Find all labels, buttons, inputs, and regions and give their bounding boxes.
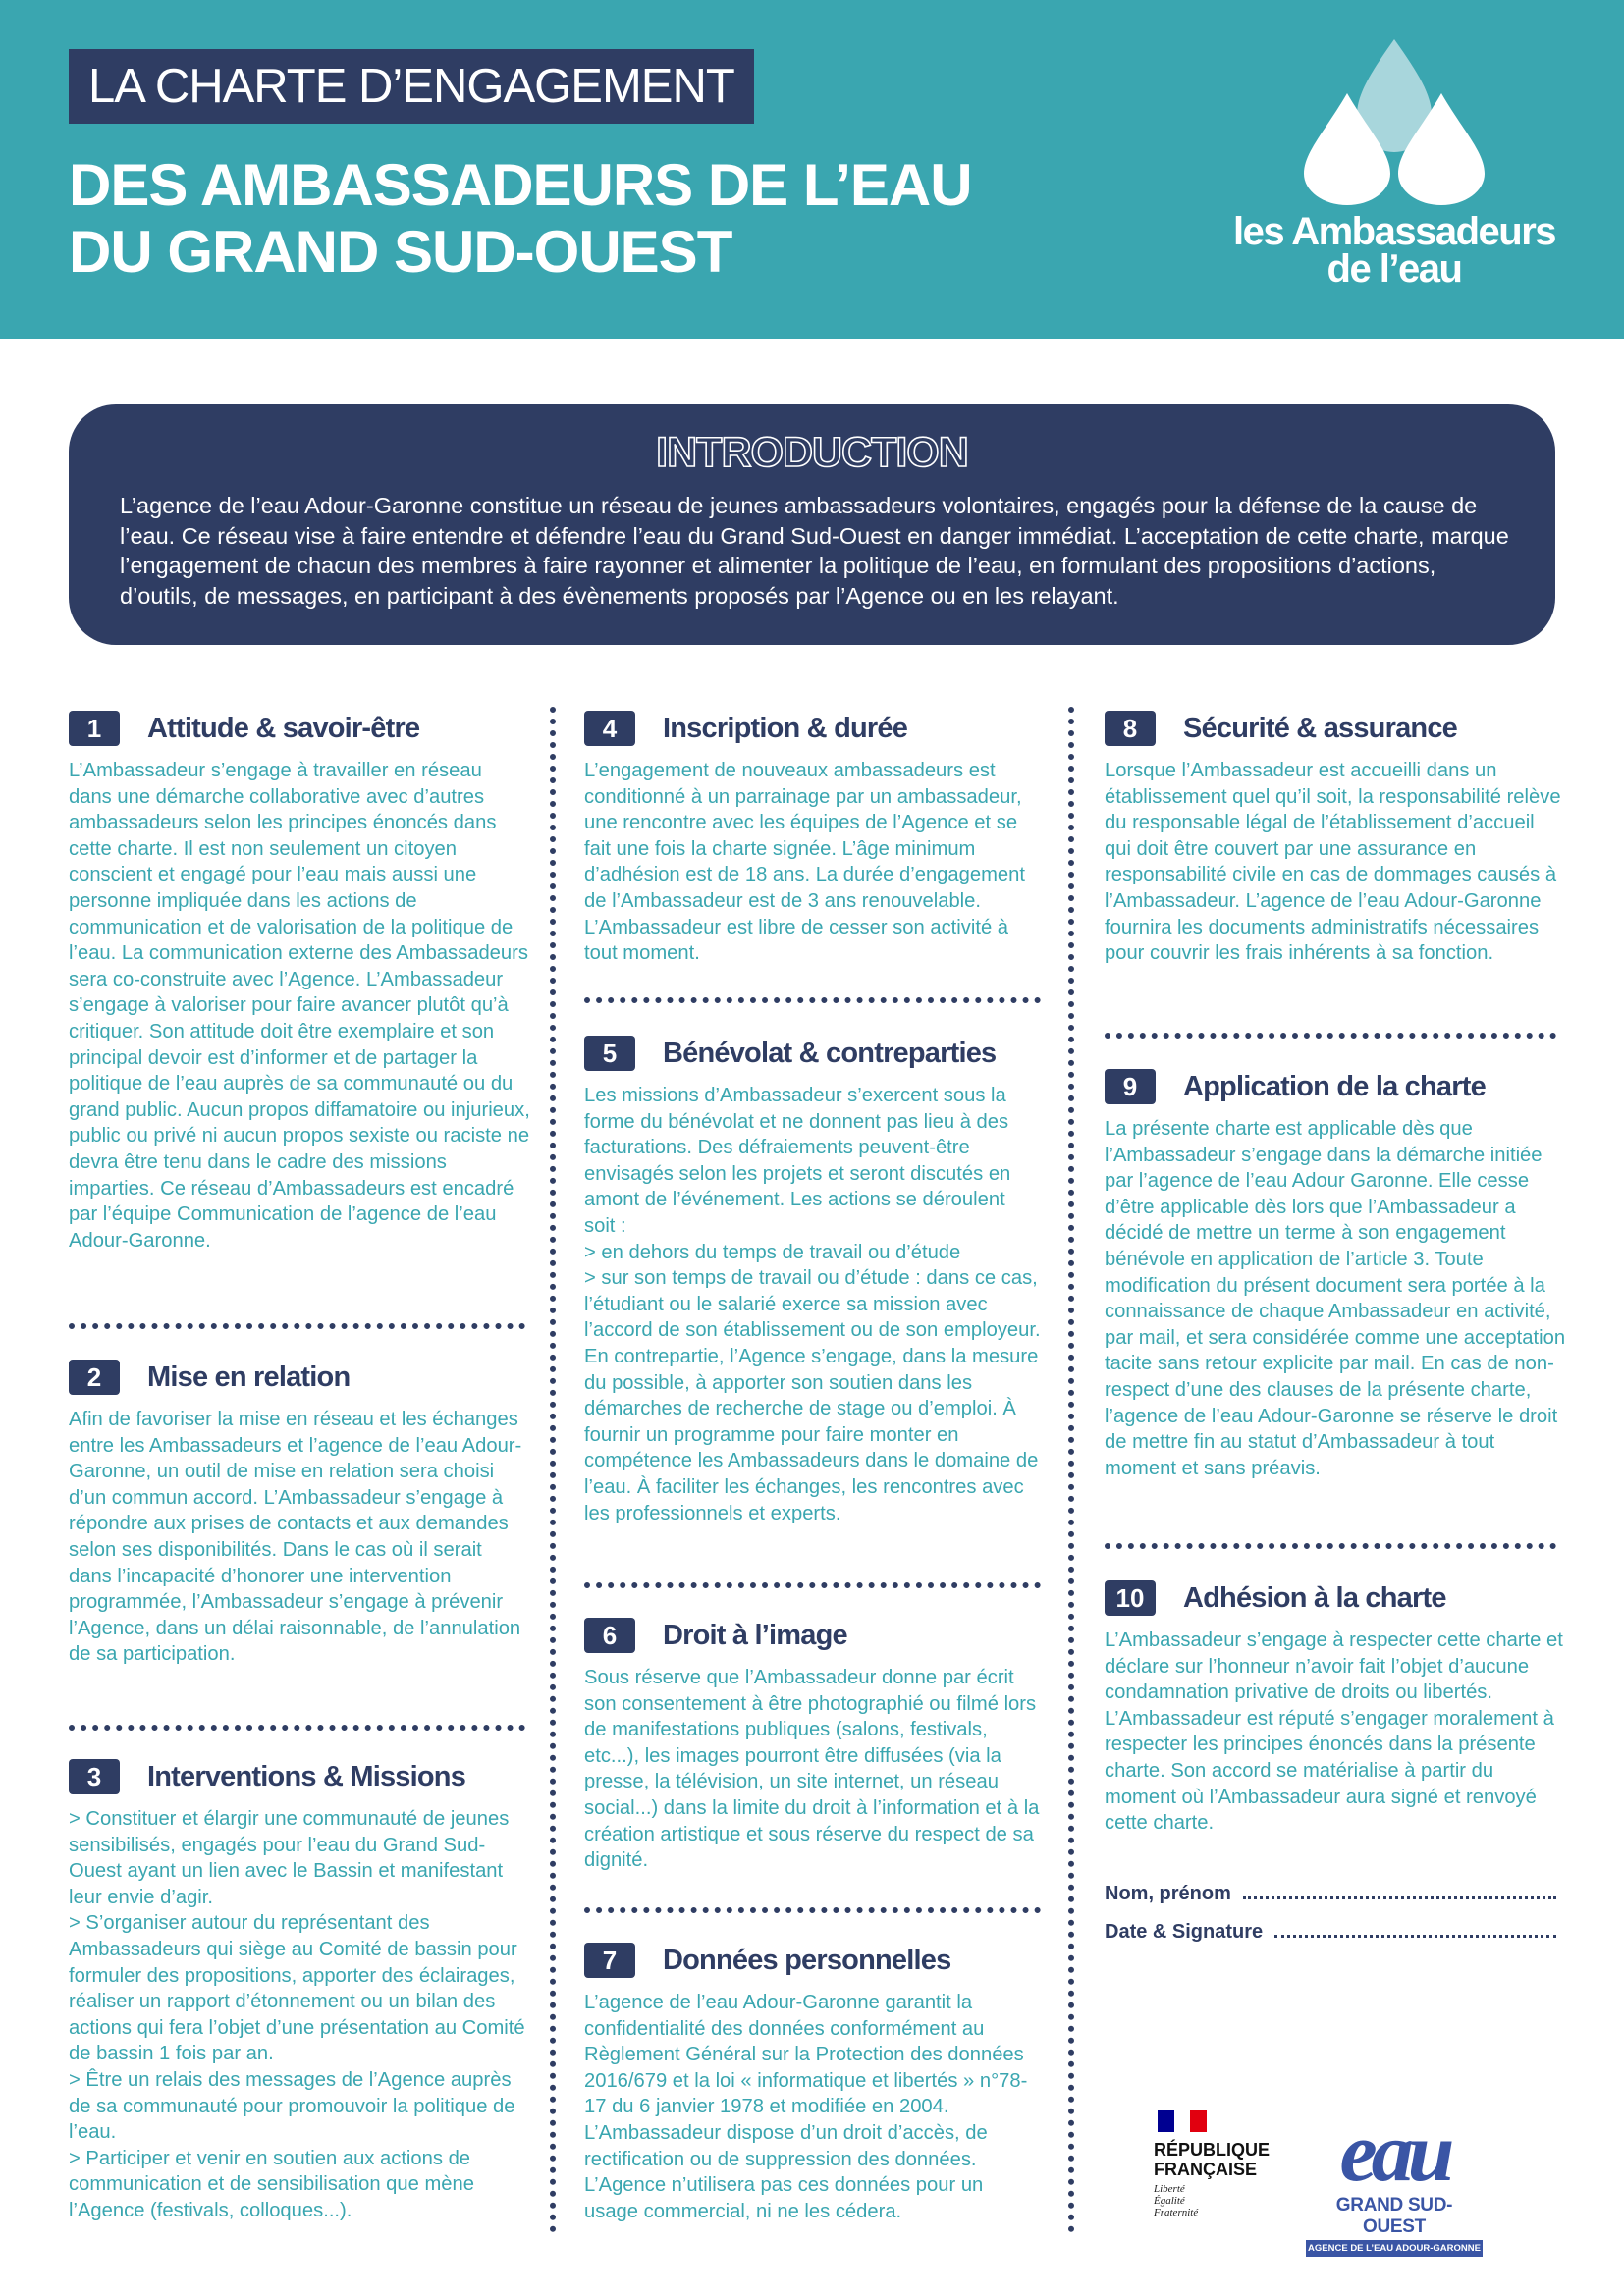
divider: [1105, 1033, 1556, 1039]
logo-line-1: les Ambassadeurs: [1232, 210, 1556, 253]
section-number: 1: [69, 711, 120, 746]
section-3: [69, 1757, 530, 2224]
section-10: [1105, 1578, 1566, 1837]
section-title: Droit à l’image: [663, 1619, 847, 1651]
section-2: [69, 1358, 530, 1668]
logo-line-2: de l’eau: [1326, 247, 1462, 291]
section-body: Afin de favoriser la mise en réseau et les échanges entre les Ambassadeurs et l’agence de l’eau Adour-Garonne, un outil de mise en relation sera choisi d’un commun accord. L’Ambassadeur s’engage à répondre aux prises de contacts et aux demandes selon ses disponibilités. Dans le cas où il serait dans l’incapacité d’honorer une intervention programmée, l’Ambassadeur s’engage à prévenir l’Agence, dans un délai raisonnable, de l’annulation de sa participation.: [69, 1409, 522, 1666]
signature-line[interactable]: [1274, 1935, 1556, 1938]
charter-label: LA CHARTE D’ENGAGEMENT: [69, 49, 754, 124]
section-number: 3: [69, 1759, 120, 1794]
section-title: Adhésion à la charte: [1183, 1581, 1446, 1614]
introduction-title: INTRODUCTION: [656, 429, 968, 476]
french-flag-icon: [1158, 2110, 1207, 2132]
section-8: [1105, 709, 1566, 967]
section-title: Interventions & Missions: [147, 1760, 466, 1792]
agence-eau-logo: [1306, 2105, 1483, 2257]
rf-name-line-2: FRANÇAISE: [1154, 2160, 1258, 2179]
section-6: [584, 1616, 1041, 1874]
name-field[interactable]: [1105, 1883, 1556, 1905]
section-title: Bénévolat & contreparties: [663, 1037, 997, 1069]
section-body: Les missions d’Ambassadeur s’exercent sous la forme du bénévolat et ne donnent pas lieu à des facturations. Des défraiements peuvent-être envisagés selon les projets et seront discutés en amont de l’événement. Les actions se déroulent soit : > en dehors du temps de travail ou d’étude > sur son temps de travail ou d’étude : dans ce cas, l’étudiant ou le salarié exerce sa mission avec l’accord de son établissement ou de son employeur. En contrepartie, l’Agence s’engage, dans la mesure du possible, à apporter son soutien dans les démarches de recherche de stage ou d’emploi. À fournir un programme pour faire monter en compétence les Ambassadeurs dans le domaine de l’eau. À faciliter les échanges, les rencontres avec les professionnels et experts.: [584, 1085, 1041, 1524]
divider: [584, 1907, 1041, 1913]
motto-line-1: Liberté: [1154, 2183, 1185, 2195]
column-divider: [550, 707, 556, 2233]
section-number: 7: [584, 1943, 635, 1978]
page-title-line-1: DES AMBASSADEURS DE L’EAU: [69, 152, 972, 218]
section-5: [584, 1034, 1041, 1526]
section-7: [584, 1941, 1041, 2224]
section-number: 9: [1105, 1069, 1156, 1104]
page-title-line-2: DU GRAND SUD-OUEST: [69, 219, 732, 285]
section-title: Données personnelles: [663, 1944, 951, 1976]
divider: [1105, 1543, 1556, 1549]
section-body: > Constituer et élargir une communauté de jeunes sensibilisés, engagés pour l’eau du Grand Sud-Ouest ayant un lien avec le Bassin et manifestant leur envie d’agir. > S’organiser autour du représentant des Ambassadeurs qui siège au Comité de bassin pour formuler des propositions, apporter des éclairages, réaliser un rapport d’étonnement ou un bilan des actions qui fera l’objet d’une présentation au Comité de bassin 1 fois par an. > Être un relais des messages de l’Agence auprès de sa communauté pour promouvoir la politique de l’eau. > Participer et venir en soutien aux actions de communication et de sensibilisation que mène l’Agence (festivals, colloques...).: [69, 1808, 525, 2221]
section-number: 8: [1105, 711, 1156, 746]
introduction-panel: [69, 404, 1555, 645]
section-body: Lorsque l’Ambassadeur est accueilli dans un établissement quel qu’il soit, la responsabilité relève du responsable légal de l’établissement d’accueil qui doit être couvert par une assurance en responsabilité civile en cas de dommages causés à l’Ambassadeur. L’agence de l’eau Adour-Garonne fournira les documents administratifs nécessaires pour couvrir les frais inhérents à sa fonction.: [1105, 760, 1561, 965]
section-title: Inscription & durée: [663, 712, 908, 744]
divider: [69, 1725, 525, 1731]
section-body: Sous réserve que l’Ambassadeur donne par écrit son consentement à être photographié ou filmé lors de manifestations publiques (salons, festivals, etc...), les images pourront être diffusées (via la presse, la télévision, un site internet, un réseau social...) dans la limite du droit à l’information et à la création artistique et sous réserve du respect de sa dignité.: [584, 1667, 1040, 1872]
motto-line-3: Fraternité: [1154, 2207, 1199, 2218]
divider: [584, 1582, 1041, 1588]
signature-label: Date & Signature: [1105, 1921, 1264, 1943]
rf-name-line-1: RÉPUBLIQUE: [1154, 2140, 1271, 2160]
column-divider: [1068, 707, 1074, 2233]
motto-line-2: Égalité: [1154, 2195, 1185, 2207]
name-line[interactable]: [1243, 1896, 1556, 1899]
header-banner: [0, 0, 1624, 339]
section-title: Sécurité & assurance: [1183, 712, 1457, 744]
section-number: 2: [69, 1360, 120, 1395]
signature-field[interactable]: [1105, 1921, 1556, 1944]
section-body: L’agence de l’eau Adour-Garonne garantit la confidentialité des données conformément au Règlement Général sur la Protection des données 2016/679 et la loi « informatique et libertés » n°78-17 du 6 janvier 1978 et modifiée en 2004. L’Ambassadeur dispose d’un droit d’accès, de rectification ou de suppression des données. L’Agence n’utilisera pas ces données pour un usage commercial, ni ne les cédera.: [584, 1992, 1028, 2222]
section-1: [69, 709, 530, 1254]
ambassadeurs-logo: [1218, 34, 1571, 290]
section-body: L’engagement de nouveaux ambassadeurs est conditionné à un parrainage par un ambassadeur, une rencontre avec les équipes de l’Agence et se fait une fois la charte signée. L’âge minimum d’adhésion est de 18 ans. La durée d’engagement de l’Ambassadeur est de 3 ans renouvelable. L’Ambassadeur est libre de cesser son activité à tout moment.: [584, 760, 1025, 965]
section-number: 10: [1105, 1580, 1156, 1616]
rf-motto: [1154, 2183, 1281, 2218]
name-label: Nom, prénom: [1105, 1883, 1231, 1904]
section-body: L’Ambassadeur s’engage à respecter cette charte et déclare sur l’honneur n’avoir fait l’objet d’aucune condamnation privative de droits ou libertés. L’Ambassadeur est réputé s’engager moralement à respecter les principes énoncés dans la présente charte. Son accord se matérialise à partir du moment où l’Ambassadeur aura signé et renvoyé cette charte.: [1105, 1629, 1563, 1835]
section-4: [584, 709, 1041, 967]
eau-wordmark: eau: [1339, 2105, 1449, 2199]
water-drops-icon: [1296, 34, 1492, 206]
divider: [69, 1323, 525, 1329]
page-title: [69, 152, 1001, 286]
divider: [584, 997, 1041, 1003]
republique-francaise-logo: [1154, 2110, 1281, 2218]
section-number: 5: [584, 1036, 635, 1071]
introduction-text: L’agence de l’eau Adour-Garonne constitue un réseau de jeunes ambassadeurs volontaires, engagés pour la défense de la cause de l’eau. Ce réseau vise à faire entendre et défendre l’eau du Grand Sud-Ouest en danger immédiat. L’acceptation de cette charte, marque l’engagement de chacun des membres à faire rayonner et alimenter la politique de l’eau, en formulant des propositions d’actions, d’outils, de messages, en participant à des évènements proposés par l’Agence ou en les relayant.: [120, 493, 1509, 609]
section-number: 4: [584, 711, 635, 746]
eau-tagline: AGENCE DE L’EAU ADOUR-GARONNE: [1306, 2240, 1483, 2257]
section-9: [1105, 1067, 1566, 1481]
eau-subtitle: GRAND SUD-OUEST: [1335, 2195, 1453, 2237]
section-title: Attitude & savoir-être: [147, 712, 420, 744]
section-number: 6: [584, 1618, 635, 1653]
section-body: L’Ambassadeur s’engage à travailler en réseau dans une démarche collaborative avec d’autres ambassadeurs selon les principes énoncés dans cette charte. Il est non seulement un citoyen conscient et engagé pour l’eau mais aussi une personne impliquée dans les actions de communication et de valorisation de la politique de l’eau. La communication externe des Ambassadeurs sera co-construite avec l’Agence. L’Ambassadeur s’engage à valoriser pour faire avancer plutôt qu’à critiquer. Son attitude doit être exemplaire et son principal devoir est d’informer et de partager la politique de l’eau auprès de sa communauté ou du grand public. Aucun propos diffamatoire ou injurieux, public ou privé ni aucun propos sexiste ou raciste ne devra être tenu dans le cadre des missions imparties. Ce réseau d’Ambassadeurs est encadré par l’équipe Communication de l’agence de l’eau Adour-Garonne.: [69, 760, 530, 1252]
logo-text: [1218, 210, 1571, 291]
rf-name: [1154, 2140, 1281, 2179]
section-body: La présente charte est applicable dès que l’Ambassadeur s’engage dans la démarche initiée par l’agence de l’eau Adour Garonne. Elle cesse d’être applicable dès lors que l’Ambassadeur a décidé de mettre un terme à son engagement bénévole en application de l’article 3. Toute modification du présent document sera portée à la connaissance de chaque Ambassadeur en activité, par mail, et sera considérée comme une acceptation tacite sans retour explicite par mail. En cas de non-respect d’une des clauses de la présente charte, l’agence de l’eau Adour-Garonne se réserve le droit de mettre fin au statut d’Ambassadeur à tout moment et sans préavis.: [1105, 1118, 1566, 1479]
section-title: Mise en relation: [147, 1361, 351, 1393]
section-title: Application de la charte: [1183, 1070, 1486, 1102]
